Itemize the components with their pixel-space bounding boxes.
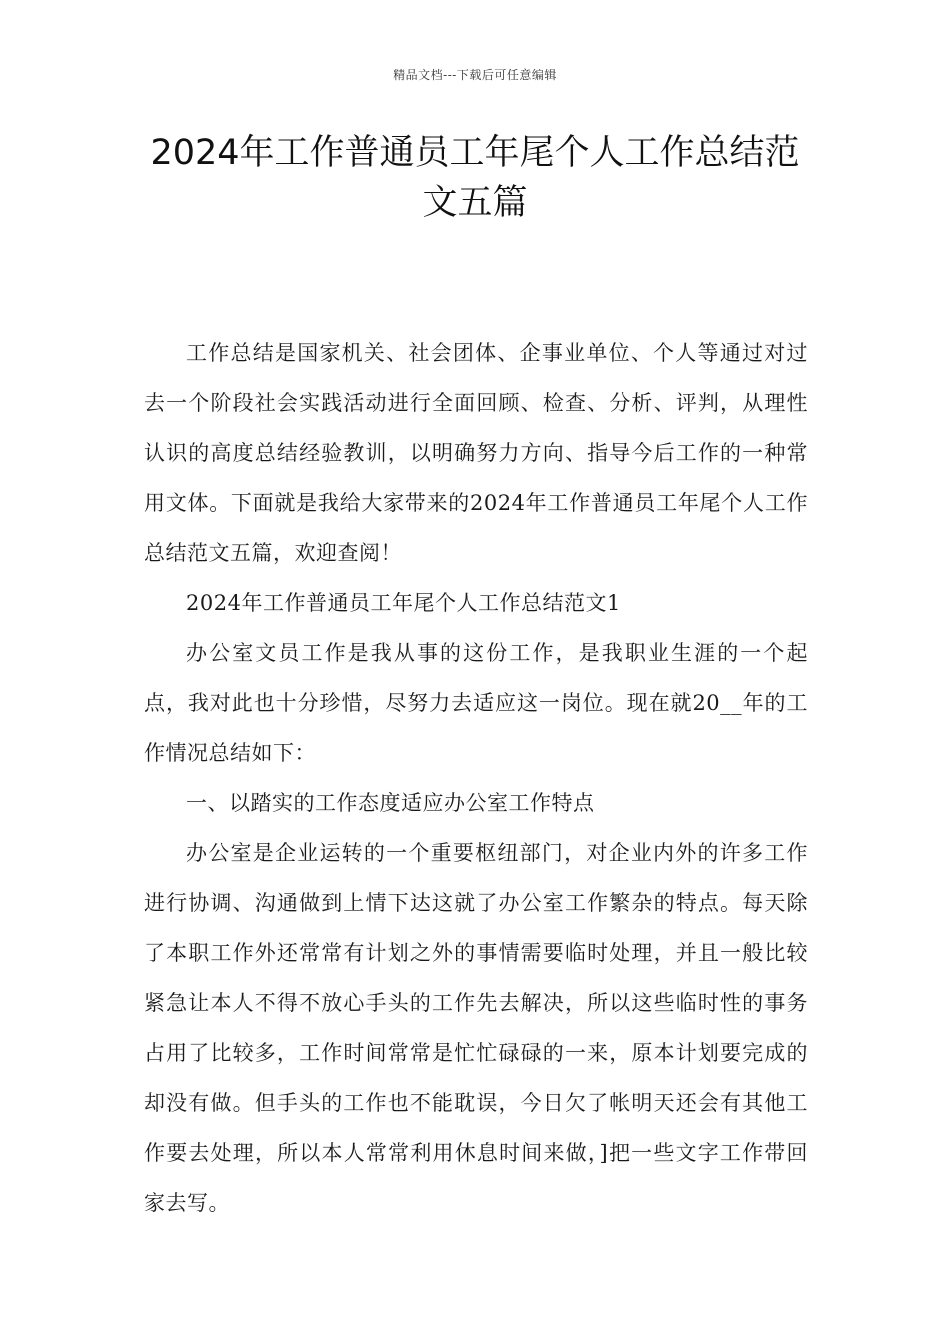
subheading-1: 一、以踏实的工作态度适应办公室工作特点 [186,791,595,815]
section-title-1: 2024年工作普通员工年尾个人工作总结范文1 [186,591,621,615]
document-body [144,328,808,1228]
body-paragraph-1: 办公室文员工作是我从事的这份工作，是我职业生涯的一个起点，我对此也十分珍惜，尽努力去适应这一岗位。现在就20__年的工作情况总结如下： [144,641,808,765]
body-paragraph-2: 办公室是企业运转的一个重要枢纽部门，对企业内外的许多工作进行协调、沟通做到上情下达这就了办公室工作繁杂的特点。每天除了本职工作外还常常有计划之外的事情需要临时处理，并且一般比较紧急让本人不得不放心手头的工作先去解决，所以这些临时性的事务占用了比较多，工作时间常常是忙忙碌碌的一来，原本计划要完成的却没有做。但手头的工作也不能耽误，今日欠了帐明天还会有其他工作要去处理，所以本人常常利用休息时间来做，]把一些文字工作带回家去写。 [144,841,808,1215]
document-title: 2024年工作普通员工年尾个人工作总结范文五篇 [150,133,800,223]
header-note: 精品文档---下载后可任意编辑 [393,68,557,82]
intro-paragraph: 工作总结是国家机关、社会团体、企事业单位、个人等通过对过去一个阶段社会实践活动进行全面回顾、检查、分析、评判，从理性认识的高度总结经验教训，以明确努力方向、指导今后工作的一种常用文体。下面就是我给大家带来的2024年工作普通员工年尾个人工作总结范文五篇，欢迎查阅！ [144,341,808,565]
